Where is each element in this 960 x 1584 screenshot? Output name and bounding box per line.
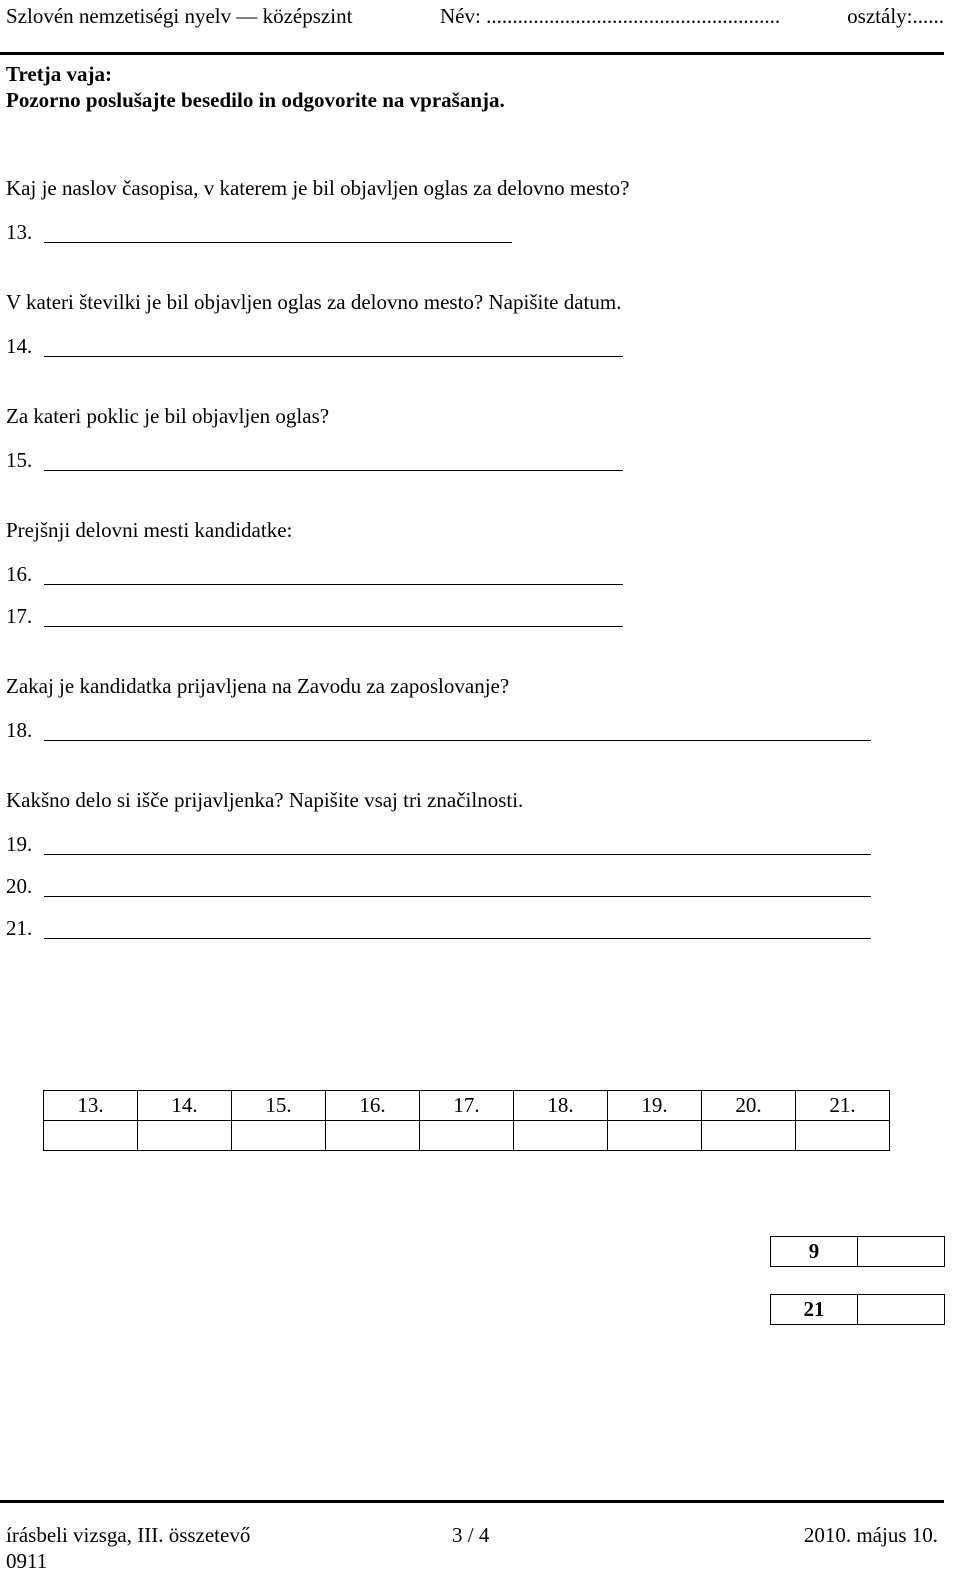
answer-line-20[interactable] [44,896,871,897]
cumulative-points-label: 21 [771,1295,858,1325]
score-header-cell: 13. [44,1091,138,1121]
score-entry-cell[interactable] [232,1121,326,1151]
score-header-cell: 17. [420,1091,514,1121]
score-entry-cell[interactable] [326,1121,420,1151]
question-newspaper-title: Kaj je naslov časopisa, v katerem je bil objavljen oglas za delovno mesto? [6,176,630,200]
answer-line-13[interactable] [44,242,512,243]
answer-number-17: 17. [6,604,33,628]
answer-line-19[interactable] [44,854,871,855]
answer-number-18: 18. [6,718,33,742]
score-header-cell: 16. [326,1091,420,1121]
score-entry-cell[interactable] [702,1121,796,1151]
score-header-cell: 20. [702,1091,796,1121]
score-entry-cell[interactable] [44,1121,138,1151]
question-profession: Za kateri poklic je bil objavljen oglas? [6,404,330,428]
answer-number-19: 19. [6,832,33,856]
footer-date: 2010. május 10. [803,1523,938,1547]
cumulative-points-entry[interactable] [858,1295,945,1325]
answer-number-15: 15. [6,448,33,472]
header-subject: Szlovén nemzetiségi nyelv — középszint [6,4,353,28]
answer-number-14: 14. [6,334,33,358]
score-entry-cell[interactable] [608,1121,702,1151]
score-table-entry-row [44,1121,890,1151]
answer-number-13: 13. [6,220,33,244]
section-title: Tretja vaja: [6,62,112,86]
score-entry-cell[interactable] [138,1121,232,1151]
score-entry-cell[interactable] [420,1121,514,1151]
question-issue-date: V kateri številki je bil objavljen oglas za delovno mesto? Napišite datum. [6,290,622,314]
score-header-cell: 18. [514,1091,608,1121]
score-header-cell: 14. [138,1091,232,1121]
answer-line-18[interactable] [44,740,871,741]
section-instructions: Pozorno poslušajte besedilo in odgovorite na vprašanja. [6,88,505,112]
score-table [43,1090,890,1151]
footer-exam-part: írásbeli vizsga, III. összetevő [6,1523,251,1547]
score-entry-cell[interactable] [514,1121,608,1151]
question-previous-jobs: Prejšnji delovni mesti kandidatke: [6,518,293,542]
score-header-cell: 21. [796,1091,890,1121]
answer-number-16: 16. [6,562,33,586]
answer-number-20: 20. [6,874,33,898]
max-points-entry[interactable] [858,1237,945,1267]
score-header-cell: 15. [232,1091,326,1121]
score-header-cell: 19. [608,1091,702,1121]
page-footer [0,1500,944,1583]
score-table-header-row [44,1091,890,1121]
header-name-field: Név: ........................................................ [440,4,781,28]
answer-line-21[interactable] [44,938,871,939]
page-header [0,0,944,55]
answer-line-15[interactable] [44,470,623,471]
max-points-box [770,1236,945,1267]
footer-page-number: 3 / 4 [452,1523,490,1547]
answer-line-14[interactable] [44,356,623,357]
question-registration-reason: Zakaj je kandidatka prijavljena na Zavodu za zaposlovanje? [6,674,510,698]
score-entry-cell[interactable] [796,1121,890,1151]
answer-line-17[interactable] [44,626,623,627]
footer-code: 0911 [6,1549,48,1573]
answer-number-21: 21. [6,916,33,940]
cumulative-points-box [770,1294,945,1325]
header-class-field: osztály:...... [847,4,944,28]
question-job-characteristics: Kakšno delo si išče prijavljenka? Napišite vsaj tri značilnosti. [6,788,524,812]
max-points-label: 9 [771,1237,858,1267]
answer-line-16[interactable] [44,584,623,585]
